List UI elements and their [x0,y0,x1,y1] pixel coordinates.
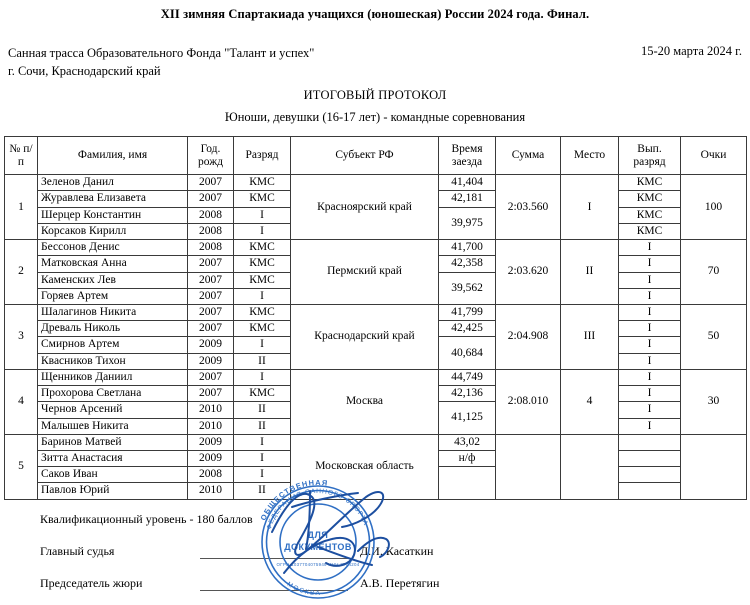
header-name: Фамилия, имя [38,137,188,175]
cell-athlete-name: Шерцер Константин [38,207,188,223]
svg-text:ОГРН 1037704075949 ИНН 7704204: ОГРН 1037704075949 ИНН 7704204 [276,562,360,567]
header-birth-year-line2: рожд [197,155,223,168]
cell-athlete-name: Чернов Арсений [38,402,188,418]
cell-run-time: 40,684 [439,337,496,369]
footer-block [40,512,750,591]
cell-athlete-name: Прохорова Светлана [38,386,188,402]
cell-athlete-name: Матковская Анна [38,256,188,272]
cell-rank: I [234,450,291,466]
table-body [5,175,747,499]
cell-run-time: 42,425 [439,321,496,337]
cell-birth-year: 2007 [188,288,234,304]
cell-earned-rank: I [619,321,681,337]
cell-points [681,434,747,499]
cell-birth-year: 2009 [188,337,234,353]
cell-earned-rank: КМС [619,175,681,191]
cell-rank: I [234,467,291,483]
cell-birth-year: 2008 [188,207,234,223]
cell-points: 70 [681,240,747,305]
header-num: № п/п [5,137,38,175]
chief-judge-label: Главный судья [40,543,115,558]
cell-run-time: 42,181 [439,191,496,207]
header-birth-year [188,137,234,175]
cell-earned-rank: I [619,402,681,418]
table-row [5,305,747,321]
cell-birth-year: 2008 [188,467,234,483]
document-page [0,7,750,600]
header-points: Очки [681,137,747,175]
cell-earned-rank: I [619,369,681,385]
cell-earned-rank: I [619,288,681,304]
cell-earned-rank: I [619,386,681,402]
cell-birth-year: 2007 [188,386,234,402]
cell-subject: Москва [291,369,439,434]
cell-earned-rank: КМС [619,223,681,239]
cell-rank: II [234,418,291,434]
cell-rank: КМС [234,191,291,207]
cell-athlete-name: Щенников Даниил [38,369,188,385]
cell-athlete-name: Саков Иван [38,467,188,483]
cell-earned-rank: КМС [619,207,681,223]
svg-text:МОСКВА: МОСКВА [285,580,322,598]
cell-birth-year: 2007 [188,369,234,385]
cell-points: 30 [681,369,747,434]
cell-run-time: 42,136 [439,386,496,402]
cell-run-time: 39,975 [439,207,496,239]
cell-rank: I [234,369,291,385]
document-meta [8,44,742,80]
cell-group-number: 3 [5,305,38,370]
cell-run-time: 41,799 [439,305,496,321]
cell-run-time: 44,749 [439,369,496,385]
cell-athlete-name: Баринов Матвей [38,434,188,450]
table-row [5,240,747,256]
cell-earned-rank: I [619,418,681,434]
cell-run-time: н/ф [439,450,496,466]
header-place: Место [561,137,619,175]
cell-earned-rank: I [619,337,681,353]
svg-text:ДОКУМЕНТОВ: ДОКУМЕНТОВ [284,542,352,552]
jury-chair-name: А.В. Перетягин [360,575,440,590]
cell-rank: II [234,402,291,418]
cell-group-number: 5 [5,434,38,499]
cell-subject: Краснодарский край [291,305,439,370]
cell-earned-rank [619,483,681,499]
cell-athlete-name: Смирнов Артем [38,337,188,353]
cell-earned-rank: I [619,272,681,288]
cell-birth-year: 2009 [188,434,234,450]
cell-birth-year: 2009 [188,353,234,369]
protocol-subtitle: Юноши, девушки (16-17 лет) - командные соревнования [224,110,526,125]
svg-text:ДЛЯ: ДЛЯ [307,530,329,540]
table-row [5,369,747,385]
cell-athlete-name: Древаль Николь [38,321,188,337]
header-subject: Субъект РФ [291,137,439,175]
cell-sum: 2:04.908 [496,305,561,370]
table-row [5,175,747,191]
cell-birth-year: 2007 [188,256,234,272]
header-run-time-line1: Время [451,142,483,155]
cell-subject: Пермский край [291,240,439,305]
chief-judge-signature-line [200,546,348,559]
cell-place: III [561,305,619,370]
cell-rank: КМС [234,386,291,402]
cell-birth-year: 2007 [188,272,234,288]
header-earned-rank-line2: разряд [633,155,666,168]
cell-athlete-name: Корсаков Кирилл [38,223,188,239]
cell-birth-year: 2010 [188,483,234,499]
chief-judge-row [40,544,750,559]
cell-birth-year: 2010 [188,418,234,434]
cell-group-number: 1 [5,175,38,240]
cell-run-time: 39,562 [439,272,496,304]
cell-athlete-name: Квасников Тихон [38,353,188,369]
table-header-row [5,137,747,175]
cell-rank: КМС [234,272,291,288]
cell-athlete-name: Горяев Артем [38,288,188,304]
cell-rank: КМС [234,305,291,321]
cell-run-time: 42,358 [439,256,496,272]
cell-rank: КМС [234,240,291,256]
results-table [4,136,747,499]
cell-athlete-name: Журавлева Елизавета [38,191,188,207]
jury-chair-row [40,576,750,591]
cell-athlete-name: Малышев Никита [38,418,188,434]
cell-subject: Московская область [291,434,439,499]
cell-birth-year: 2007 [188,321,234,337]
header-run-time [439,137,496,175]
cell-rank: I [234,337,291,353]
svg-text:ОБЩЕСТВЕННАЯ: ОБЩЕСТВЕННАЯ [258,480,329,522]
cell-place: II [561,240,619,305]
qualification-note: Квалификационный уровень - 180 баллов [40,511,253,526]
cell-rank: I [234,288,291,304]
cell-rank: КМС [234,256,291,272]
event-date: 15-20 марта 2024 г. [640,44,742,58]
cell-athlete-name: Павлов Юрий [38,483,188,499]
header-sum: Сумма [496,137,561,175]
cell-sum: 2:08.010 [496,369,561,434]
cell-sum: 2:03.620 [496,240,561,305]
cell-rank: I [234,207,291,223]
cell-points: 50 [681,305,747,370]
cell-run-time: 41,404 [439,175,496,191]
cell-athlete-name: Зитта Анастасия [38,450,188,466]
protocol-title: ИТОГОВЫЙ ПРОТОКОЛ [303,88,447,103]
cell-athlete-name: Каменских Лев [38,272,188,288]
cell-group-number: 4 [5,369,38,434]
cell-place [561,434,619,499]
cell-earned-rank: I [619,305,681,321]
cell-birth-year: 2007 [188,175,234,191]
cell-place: I [561,175,619,240]
cell-rank: КМС [234,321,291,337]
cell-rank: II [234,353,291,369]
cell-rank: I [234,223,291,239]
header-birth-year-line1: Год. [200,142,221,155]
header-earned-rank [619,137,681,175]
cell-earned-rank: I [619,240,681,256]
cell-birth-year: 2008 [188,223,234,239]
chief-judge-name: Д.И. Касаткин [360,543,434,558]
cell-birth-year: 2007 [188,191,234,207]
cell-earned-rank: КМС [619,191,681,207]
cell-athlete-name: Бессонов Денис [38,240,188,256]
cell-points: 100 [681,175,747,240]
cell-sum: 2:03.560 [496,175,561,240]
cell-subject: Красноярский край [291,175,439,240]
cell-place: 4 [561,369,619,434]
table-row [5,434,747,450]
cell-birth-year: 2010 [188,402,234,418]
cell-rank: КМС [234,175,291,191]
header-rank: Разряд [234,137,291,175]
cell-run-time: 41,125 [439,402,496,434]
cell-birth-year: 2009 [188,450,234,466]
cell-earned-rank: I [619,256,681,272]
cell-birth-year: 2008 [188,240,234,256]
venue-line-1: Санная трасса Образовательного Фонда "Талант и успех" [8,46,315,60]
cell-earned-rank [619,467,681,483]
cell-rank: II [234,483,291,499]
venue-block [8,44,314,80]
cell-run-time [439,467,496,499]
cell-sum [496,434,561,499]
cell-athlete-name: Шалагинов Никита [38,305,188,321]
cell-birth-year: 2007 [188,305,234,321]
svg-text:ФЕДЕРАЦИЯ САННОГО СПОРТА: ФЕДЕРАЦИЯ САННОГО СПОРТА [265,487,370,531]
cell-run-time: 41,700 [439,240,496,256]
cell-rank: I [234,434,291,450]
header-earned-rank-line1: Вып. [637,142,662,155]
jury-chair-label: Председатель жюри [40,575,143,590]
cell-earned-rank [619,434,681,450]
cell-group-number: 2 [5,240,38,305]
cell-earned-rank [619,450,681,466]
cell-run-time: 43,02 [439,434,496,450]
header-run-time-line2: заезда [451,155,483,168]
cell-earned-rank: I [619,353,681,369]
venue-line-2: г. Сочи, Краснодарский край [8,64,161,79]
jury-chair-signature-line [200,578,348,591]
page-title: XII зимняя Спартакиада учащихся (юношеская) России 2024 года. Финал. [160,7,590,21]
cell-athlete-name: Зеленов Данил [38,175,188,191]
